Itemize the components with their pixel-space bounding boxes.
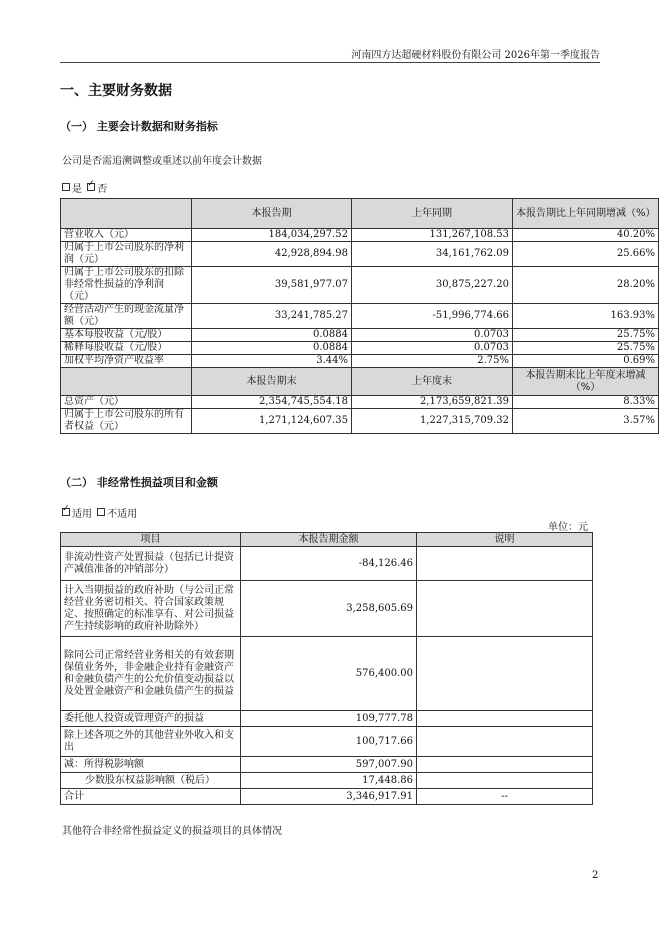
key-financial-table [60, 198, 659, 434]
current-period: 39,581,977.07 [192, 267, 352, 304]
current-period: 42,928,894.98 [192, 242, 352, 267]
footer-note: 其他符合非经常性损益定义的损益项目的具体情况 [62, 826, 282, 837]
header-year-end: 上年度末 [352, 368, 513, 396]
change-pct: 25.75% [513, 342, 659, 355]
section-title: 一、主要财务数据 [60, 83, 172, 99]
change-pct: 163.93% [513, 304, 659, 329]
restatement-options [62, 180, 107, 195]
note [417, 757, 593, 773]
note [417, 581, 593, 637]
apply-label: 适用 [72, 509, 92, 520]
amount: 597,007.90 [241, 757, 417, 773]
current-period: 3.44% [192, 355, 352, 368]
current-period: 33,241,785.27 [192, 304, 352, 329]
change-pct: 40.20% [513, 229, 659, 242]
change-pct: 25.66% [513, 242, 659, 267]
item-label: 合计 [61, 789, 241, 805]
table-row [61, 396, 659, 409]
amount: 109,777.78 [241, 711, 417, 727]
table-row [61, 547, 593, 581]
change-pct: 25.75% [513, 329, 659, 342]
header-note: 说明 [417, 533, 593, 547]
current-period: 0.0884 [192, 329, 352, 342]
table-row [61, 637, 593, 711]
unit-label: 单位：元 [548, 522, 588, 533]
amount: 100,717.66 [241, 727, 417, 757]
applicability-options [62, 505, 137, 520]
row-label: 归属于上市公司股东的所有者权益（元） [61, 409, 192, 434]
report-header: 河南四方达超硬材料股份有限公司 2026年第一季度报告 [351, 50, 600, 61]
header-blank [61, 368, 192, 396]
item-label: 除同公司正常经营业务相关的有效套期保值业务外，非金融企业持有金融资产和金融负债产生的公允价值变动损益以及处置金融资产和金融负债产生的损益 [61, 637, 241, 711]
note: -- [417, 789, 593, 805]
restatement-question: 公司是否需追溯调整或重述以前年度会计数据 [62, 156, 262, 167]
table-row [61, 355, 659, 368]
amount: 3,346,917.91 [241, 789, 417, 805]
note [417, 727, 593, 757]
item-label: 少数股东权益影响额（税后） [61, 773, 241, 789]
no-checkbox[interactable] [87, 183, 95, 191]
header-amount: 本报告期金额 [241, 533, 417, 547]
yes-checkbox[interactable] [62, 183, 70, 191]
change-pct: 3.57% [513, 409, 659, 434]
amount: -84,126.46 [241, 547, 417, 581]
table-row [61, 757, 593, 773]
note [417, 711, 593, 727]
header-blank [61, 199, 192, 229]
table-row [61, 267, 659, 304]
row-label: 加权平均净资产收益率 [61, 355, 192, 368]
table-row [61, 329, 659, 342]
prior-period: 0.0703 [352, 329, 513, 342]
prior-period: -51,996,774.66 [352, 304, 513, 329]
current-period: 2,354,745,554.18 [192, 396, 352, 409]
yes-label: 是 [72, 184, 82, 195]
table-row [61, 342, 659, 355]
prior-period: 0.0703 [352, 342, 513, 355]
current-period: 0.0884 [192, 342, 352, 355]
current-period: 184,034,297.52 [192, 229, 352, 242]
table-row [61, 242, 659, 267]
prior-period: 2,173,659,821.39 [352, 396, 513, 409]
na-label: 不适用 [107, 509, 138, 520]
table-row [61, 409, 659, 434]
row-label: 经营活动产生的现金流量净额（元） [61, 304, 192, 329]
note [417, 637, 593, 711]
table-row [61, 789, 593, 805]
sub2-title: （二） 非经常性损益项目和金额 [60, 476, 218, 489]
na-checkbox[interactable] [97, 508, 105, 516]
header-item: 项目 [61, 533, 241, 547]
change-pct: 8.33% [513, 396, 659, 409]
table-row [61, 229, 659, 242]
amount: 3,258,605.69 [241, 581, 417, 637]
header-period-end: 本报告期末 [192, 368, 352, 396]
header-change: 本报告期比上年同期增减（%） [513, 199, 659, 229]
change-pct: 28.20% [513, 267, 659, 304]
table-header [61, 368, 659, 396]
note [417, 547, 593, 581]
row-label: 营业收入（元） [61, 229, 192, 242]
amount: 576,400.00 [241, 637, 417, 711]
table-header [61, 199, 659, 229]
item-label: 非流动性资产处置损益（包括已计提资产减值准备的冲销部分） [61, 547, 241, 581]
item-label: 委托他人投资或管理资产的损益 [61, 711, 241, 727]
prior-period: 1,227,315,709.32 [352, 409, 513, 434]
prior-period: 34,161,762.09 [352, 242, 513, 267]
apply-checkbox[interactable] [62, 508, 70, 516]
row-label: 基本每股收益（元/股） [61, 329, 192, 342]
row-label: 归属于上市公司股东的净利润（元） [61, 242, 192, 267]
note [417, 773, 593, 789]
non-recurring-table [60, 532, 593, 805]
page-number: 2 [592, 870, 599, 881]
table-row [61, 304, 659, 329]
sub1-title: （一） 主要会计数据和财务指标 [60, 120, 218, 133]
row-label: 总资产（元） [61, 396, 192, 409]
table-row [61, 581, 593, 637]
prior-period: 131,267,108.53 [352, 229, 513, 242]
table-header [61, 533, 593, 547]
header-prior: 上年同期 [352, 199, 513, 229]
header-current: 本报告期 [192, 199, 352, 229]
row-label: 稀释每股收益（元/股） [61, 342, 192, 355]
row-label: 归属于上市公司股东的扣除非经常性损益的净利润（元） [61, 267, 192, 304]
amount: 17,448.86 [241, 773, 417, 789]
item-label: 减：所得税影响额 [61, 757, 241, 773]
change-pct: 0.69% [513, 355, 659, 368]
header-rule [60, 62, 600, 63]
table-row [61, 711, 593, 727]
table-row [61, 773, 593, 789]
no-label: 否 [97, 184, 108, 195]
current-period: 1,271,124,607.35 [192, 409, 352, 434]
item-label: 除上述各项之外的其他营业外收入和支出 [61, 727, 241, 757]
prior-period: 30,875,227.20 [352, 267, 513, 304]
item-label: 计入当期损益的政府补助（与公司正常经营业务密切相关、符合国家政策规定、按照确定的标准享有、对公司损益产生持续影响的政府补助除外） [61, 581, 241, 637]
header-change: 本报告期末比上年度末增减（%） [513, 368, 659, 396]
prior-period: 2.75% [352, 355, 513, 368]
table-row [61, 727, 593, 757]
